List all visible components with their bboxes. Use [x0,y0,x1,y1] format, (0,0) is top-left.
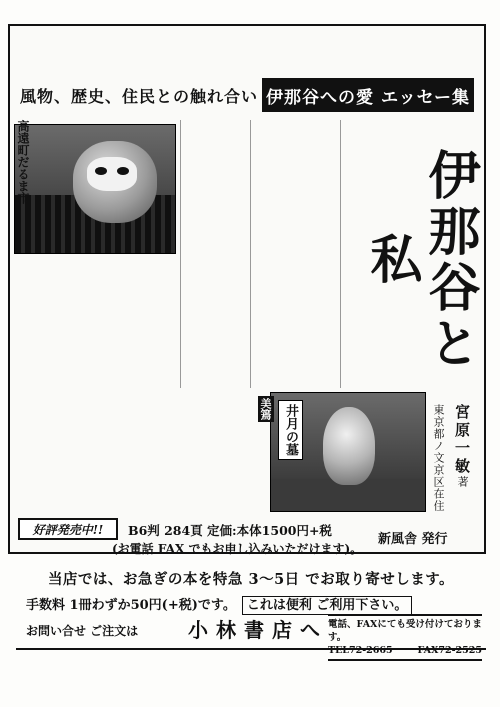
column-rule [250,120,251,388]
subtitle-essay-collection: 伊那谷への愛 エッセー集 [262,78,474,112]
daruma-photo [14,124,176,254]
column-rule [340,120,341,388]
subtitle-tagline: 風物、歴史、住民との触れ合い [20,87,259,106]
column-rule [180,120,181,388]
daruma-face [87,157,137,191]
author-name [452,404,473,490]
daruma-eye-right [117,167,129,175]
daruma-eye-left [95,167,107,175]
author-note: 著 [456,476,469,490]
author-address: 東京都ノ文京区在住 [432,404,445,512]
store-section [16,562,486,682]
fee-text: 手数料 1冊わずか50円(+税)です。 [26,598,236,613]
daruma-photo-caption: 高遠町だるま市 [16,120,30,204]
fee-notice [26,594,412,613]
store-fax: FAX72-2525 [417,645,482,656]
inquiry-label: お問い合せ ご注文は [26,624,139,638]
on-sale-badge: 好評発売中!! [18,518,118,540]
contact-note: 電話、FAXにても受け付けております。 [328,619,482,643]
express-order-notice: 当店では、お急ぎの本を特急 3～5日 でお取り寄せします。 [47,571,455,588]
convenience-note: これは便利 ご利用下さい。 [242,596,413,615]
store-tel: TEL72-2665 [328,645,393,656]
book-spec: B6判 284頁 定価:本体1500円+税 [128,523,332,538]
bottom-rule [16,648,486,650]
publisher: 新風舎 発行 [378,532,448,547]
store-contact [328,614,482,661]
order-methods: (お電話 FAX でもお申し込みいただけます)。 [112,542,363,556]
well-photo-place-label: 美篶 [259,398,272,420]
gravestone-shape [323,407,375,485]
store-name: 小林書店へ [188,618,328,642]
well-photo-caption: 井月の墓 [278,400,303,460]
book-title: 伊那谷と私 [361,148,480,372]
author-name-text: 宮原一敏 [453,404,471,476]
